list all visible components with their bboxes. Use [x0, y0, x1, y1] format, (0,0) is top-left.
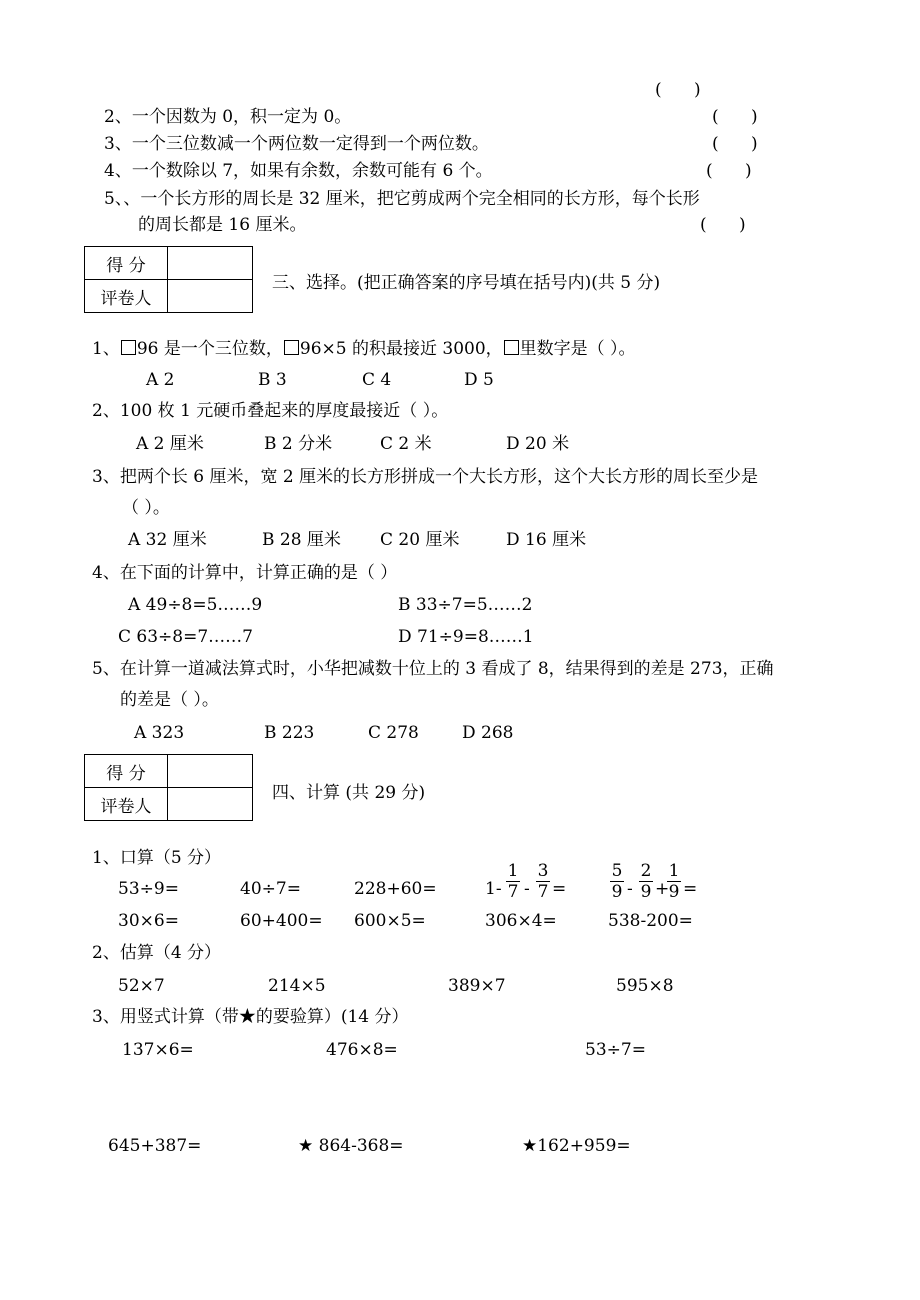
judge-paren-4: ( ) — [706, 161, 752, 181]
q5-cont: 的差是（ ）。 — [120, 690, 219, 710]
fraction: 3 7 — [537, 861, 549, 902]
q2-option-d: D 20 米 — [506, 434, 570, 454]
kousuan-6: 30×6= — [118, 911, 179, 931]
q2-option-a: A 2 厘米 — [136, 434, 204, 454]
blank-box — [284, 340, 299, 355]
shushi-4: 645+387= — [108, 1136, 202, 1156]
kousuan-1: 53÷9= — [118, 879, 179, 899]
q2-option-c: C 2 米 — [380, 434, 432, 454]
shushi-5: ★ 864-368= — [298, 1136, 404, 1156]
q3: 3、把两个长 6 厘米，宽 2 厘米的长方形拼成一个大长方形，这个大长方形的周长至少是 — [92, 467, 759, 487]
q3-option-b: B 28 厘米 — [262, 530, 341, 550]
q3-option-a: A 32 厘米 — [128, 530, 207, 550]
q3-option-d: D 16 厘米 — [506, 530, 587, 550]
q1: 1、 96 是一个三位数， 96×5 的积最接近 3000， 里数字是（ ）。 — [92, 339, 636, 359]
blank-box — [121, 340, 136, 355]
score-cell — [168, 247, 253, 280]
q1-option-b: B 3 — [258, 370, 287, 390]
judge-paren-3: ( ) — [712, 134, 758, 154]
grader-cell — [168, 280, 253, 313]
gusuan-title: 2、估算（4 分） — [92, 943, 222, 963]
judge-paren-5: ( ) — [700, 215, 746, 235]
kousuan-2: 40÷7= — [240, 879, 301, 899]
kousuan-7: 60+400= — [240, 911, 323, 931]
q1-option-c: C 4 — [362, 370, 392, 390]
q4-option-d: D 71÷9=8……1 — [398, 627, 534, 647]
judge-top-paren: ( ) — [655, 80, 701, 100]
kousuan-8: 600×5= — [354, 911, 426, 931]
shushi-3: 53÷7= — [585, 1040, 646, 1060]
judge-paren-2: ( ) — [712, 107, 758, 127]
judge-item-4: 4、一个数除以 7，如果有余数，余数可能有 6 个。 — [104, 161, 493, 181]
kousuan-10: 538-200= — [608, 911, 693, 931]
score-label: 得 分 — [85, 247, 168, 280]
q5-option-c: C 278 — [368, 723, 419, 743]
q1-option-a: A 2 — [146, 370, 175, 390]
score-box-3 — [84, 246, 253, 313]
kousuan-9: 306×4= — [485, 911, 557, 931]
section4-title: 四、计算 (共 29 分) — [272, 783, 426, 803]
judge-item-5-cont: 的周长都是 16 厘米。 — [138, 215, 307, 235]
score-box-4 — [84, 754, 253, 821]
gusuan-3: 389×7 — [448, 976, 506, 996]
gusuan-2: 214×5 — [268, 976, 326, 996]
q5-option-a: A 323 — [134, 723, 185, 743]
blank-box — [504, 340, 519, 355]
shushi-title: 3、用竖式计算（带★的要验算）(14 分） — [92, 1007, 409, 1027]
q4-option-c: C 63÷8=7……7 — [118, 627, 253, 647]
q4-option-b: B 33÷7=5……2 — [398, 595, 533, 615]
q2-option-b: B 2 分米 — [264, 434, 333, 454]
judge-item-3: 3、一个三位数减一个两位数一定得到一个两位数。 — [104, 134, 489, 154]
score-cell — [168, 755, 253, 788]
grader-cell — [168, 788, 253, 821]
shushi-1: 137×6= — [122, 1040, 194, 1060]
fraction: 5 9 — [611, 861, 623, 902]
judge-item-5: 5、、一个长方形的周长是 32 厘米，把它剪成两个完全相同的长方形，每个长形 — [104, 189, 700, 209]
shushi-2: 476×8= — [326, 1040, 398, 1060]
q4: 4、在下面的计算中，计算正确的是（ ） — [92, 563, 398, 583]
kousuan-3: 228+60= — [354, 879, 437, 899]
q4-option-a: A 49÷8=5……9 — [128, 595, 263, 615]
fraction: 1 7 — [507, 861, 519, 902]
fraction: 2 9 — [640, 861, 652, 902]
shushi-6: ★162+959= — [522, 1136, 631, 1156]
gusuan-1: 52×7 — [118, 976, 165, 996]
q5-option-d: D 268 — [462, 723, 514, 743]
q1-option-d: D 5 — [464, 370, 494, 390]
q3-option-c: C 20 厘米 — [380, 530, 460, 550]
kousuan-title: 1、口算（5 分） — [92, 848, 222, 868]
grader-label: 评卷人 — [85, 788, 168, 821]
q3-cont: （ ）。 — [122, 498, 170, 518]
grader-label: 评卷人 — [85, 280, 168, 313]
judge-item-2: 2、一个因数为 0，积一定为 0。 — [104, 107, 352, 127]
gusuan-4: 595×8 — [616, 976, 674, 996]
q5-option-b: B 223 — [264, 723, 315, 743]
q2: 2、100 枚 1 元硬币叠起来的厚度最接近（ ）。 — [92, 401, 449, 421]
q5: 5、在计算一道减法算式时，小华把减数十位上的 3 看成了 8，结果得到的差是 273，正确 — [92, 659, 774, 679]
score-label: 得 分 — [85, 755, 168, 788]
section3-title: 三、选择。(把正确答案的序号填在括号内)(共 5 分) — [272, 273, 661, 293]
fraction: 1 9 — [668, 861, 680, 902]
